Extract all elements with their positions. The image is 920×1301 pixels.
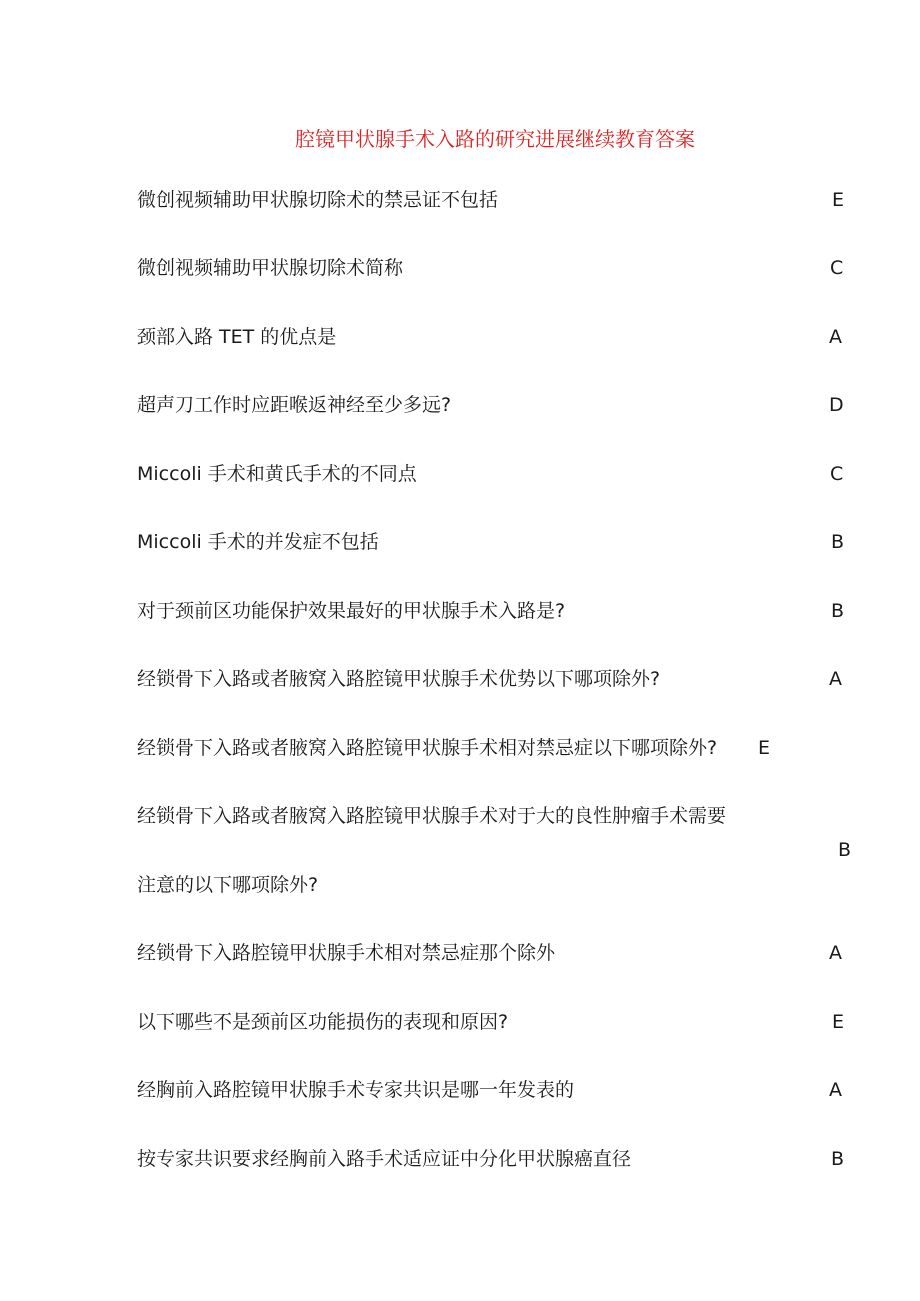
answer-10: B — [838, 839, 852, 861]
question-12: 以下哪些不是颈前区功能损伤的表现和原因? — [137, 1011, 509, 1033]
question-13: 经胸前入路腔镜甲状腺手术专家共识是哪一年发表的 — [137, 1079, 575, 1101]
answer-2: C — [830, 257, 844, 279]
answer-9: E — [758, 737, 771, 759]
answer-14: B — [831, 1148, 845, 1170]
question-1: 微创视频辅助甲状腺切除术的禁忌证不包括 — [137, 189, 499, 211]
question-7: 对于颈前区功能保护效果最好的甲状腺手术入路是? — [137, 600, 566, 622]
question-5: Miccoli 手术和黄氏手术的不同点 — [137, 463, 417, 485]
answer-8: A — [829, 668, 842, 690]
question-11: 经锁骨下入路腔镜甲状腺手术相对禁忌症那个除外 — [137, 942, 556, 964]
answer-3: A — [829, 326, 842, 348]
answer-1: E — [832, 189, 845, 211]
question-8: 经锁骨下入路或者腋窝入路腔镜甲状腺手术优势以下哪项除外? — [137, 668, 661, 690]
question-14: 按专家共识要求经胸前入路手术适应证中分化甲状腺癌直径 — [137, 1148, 632, 1170]
question-10-line-1: 经锁骨下入路或者腋窝入路腔镜甲状腺手术对于大的良性肿瘤手术需要 — [137, 805, 727, 827]
answer-13: A — [829, 1079, 842, 1101]
answer-7: B — [831, 600, 845, 622]
question-2: 微创视频辅助甲状腺切除术简称 — [137, 257, 404, 279]
document-title: 腔镜甲状腺手术入路的研究进展继续教育答案 — [295, 127, 695, 151]
answer-11: A — [829, 942, 842, 964]
answer-6: B — [831, 531, 845, 553]
question-3: 颈部入路 TET 的优点是 — [137, 326, 337, 348]
question-6: Miccoli 手术的并发症不包括 — [137, 531, 379, 553]
answer-5: C — [830, 463, 844, 485]
question-10-line-2: 注意的以下哪项除外? — [137, 874, 319, 896]
question-9: 经锁骨下入路或者腋窝入路腔镜甲状腺手术相对禁忌症以下哪项除外? — [137, 737, 718, 759]
question-4: 超声刀工作时应距喉返神经至少多远? — [137, 394, 452, 416]
answer-12: E — [832, 1011, 845, 1033]
answer-4: D — [829, 394, 844, 416]
